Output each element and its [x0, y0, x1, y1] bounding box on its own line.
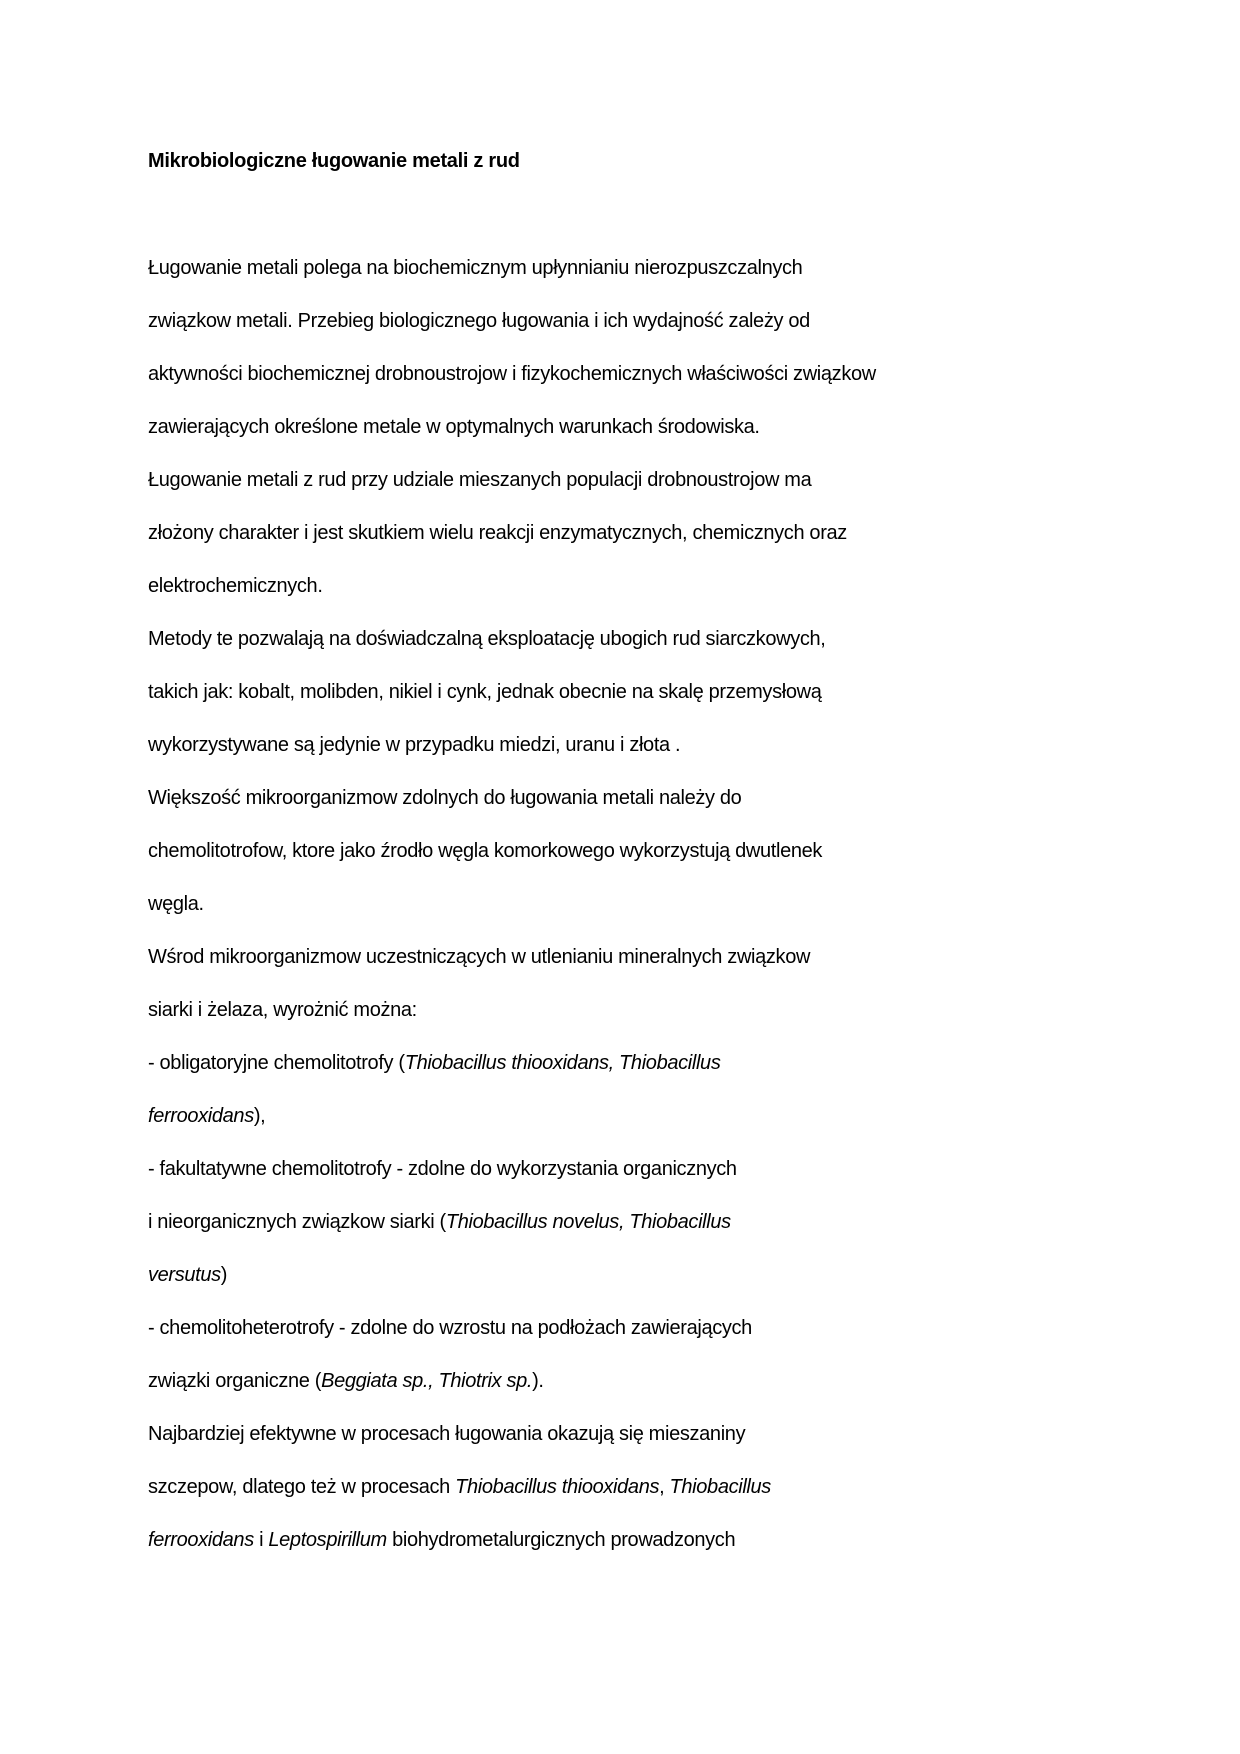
text-run: związki organiczne ( — [148, 1370, 322, 1392]
italic-text-run: Beggiata sp., Thiotrix sp. — [321, 1370, 533, 1392]
text-run: węgla. — [148, 893, 204, 915]
text-line — [148, 1314, 1148, 1367]
text-line — [148, 519, 1148, 572]
text-run: aktywności biochemicznej drobnoustrojow i fizykochemicznych właściwości związkow — [148, 363, 876, 385]
text-run: chemolitotrofow, ktore jako źrodło węgla komorkowego wykorzystują dwutlenek — [148, 840, 823, 862]
text-run: złożony charakter i jest skutkiem wielu reakcji enzymatycznych, chemicznych oraz — [148, 522, 847, 544]
text-line — [148, 413, 1148, 466]
text-run: takich jak: kobalt, molibden, nikiel i cynk, jednak obecnie na skalę przemysłową — [148, 681, 822, 703]
document-body — [148, 254, 1148, 1579]
text-line — [148, 784, 1148, 837]
text-line — [148, 1473, 1148, 1526]
text-run: - obligatoryjne chemolitotrofy ( — [148, 1052, 405, 1074]
text-run: Większość mikroorganizmow zdolnych do ługowania metali należy do — [148, 787, 742, 809]
text-line — [148, 572, 1148, 625]
text-run: ). — [532, 1370, 544, 1392]
text-run: szczepow, dlatego też w procesach — [148, 1476, 456, 1498]
italic-text-run: ferrooxidans — [148, 1529, 254, 1551]
text-run: Wśrod mikroorganizmow uczestniczących w utlenianiu mineralnych związkow — [148, 946, 811, 968]
text-run: Ługowanie metali z rud przy udziale mieszanych populacji drobnoustrojow ma — [148, 469, 812, 491]
text-line — [148, 1367, 1148, 1420]
text-line — [148, 1155, 1148, 1208]
text-run: wykorzystywane są jedynie w przypadku miedzi, uranu i złota . — [148, 734, 681, 756]
text-line — [148, 1420, 1148, 1473]
text-run: Ługowanie metali polega na biochemicznym upłynnianiu nierozpuszczalnych — [148, 257, 803, 279]
text-line — [148, 1261, 1148, 1314]
italic-text-run: Leptospirillum — [268, 1529, 387, 1551]
text-line — [148, 1526, 1148, 1579]
text-line — [148, 307, 1148, 360]
text-run: związkow metali. Przebieg biologicznego ługowania i ich wydajność zależy od — [148, 310, 810, 332]
text-run: ) — [220, 1264, 228, 1286]
text-line — [148, 943, 1148, 996]
italic-text-run: Thiobacillus thiooxidans — [455, 1476, 660, 1498]
text-run: zawierających określone metale w optymalnych warunkach środowiska. — [148, 416, 760, 438]
text-run: - chemolitoheterotrofy - zdolne do wzrostu na podłożach zawierających — [148, 1317, 752, 1339]
text-run: elektrochemicznych. — [148, 575, 323, 597]
text-run: Metody te pozwalają na doświadczalną eksploatację ubogich rud siarczkowych, — [148, 628, 826, 650]
text-line — [148, 1208, 1148, 1261]
italic-text-run: versutus — [148, 1264, 221, 1286]
text-line — [148, 625, 1148, 678]
text-line — [148, 1102, 1148, 1155]
text-line — [148, 254, 1148, 307]
text-line — [148, 731, 1148, 784]
text-line — [148, 466, 1148, 519]
text-run: i — [253, 1529, 269, 1551]
italic-text-run: ferrooxidans — [148, 1105, 254, 1127]
text-run: - fakultatywne chemolitotrofy - zdolne do wykorzystania organicznych — [148, 1158, 737, 1180]
text-run: i nieorganicznych związkow siarki ( — [148, 1211, 446, 1233]
italic-text-run: Thiobacillus thiooxidans, Thiobacillus — [404, 1052, 721, 1074]
italic-text-run: Thiobacillus novelus, Thiobacillus — [445, 1211, 731, 1233]
italic-text-run: Thiobacillus — [669, 1476, 771, 1498]
text-run: siarki i żelaza, wyrożnić można: — [148, 999, 417, 1021]
text-line — [148, 360, 1148, 413]
text-line — [148, 678, 1148, 731]
text-run: biohydrometalurgicznych prowadzonych — [386, 1529, 736, 1551]
text-run: ), — [253, 1105, 266, 1127]
text-run: , — [659, 1476, 670, 1498]
text-line — [148, 1049, 1148, 1102]
text-line — [148, 996, 1148, 1049]
text-line — [148, 890, 1148, 943]
document-title: Mikrobiologiczne ługowanie metali z rud — [148, 150, 520, 172]
text-run: Najbardziej efektywne w procesach ługowania okazują się mieszaniny — [148, 1423, 746, 1445]
text-line — [148, 837, 1148, 890]
